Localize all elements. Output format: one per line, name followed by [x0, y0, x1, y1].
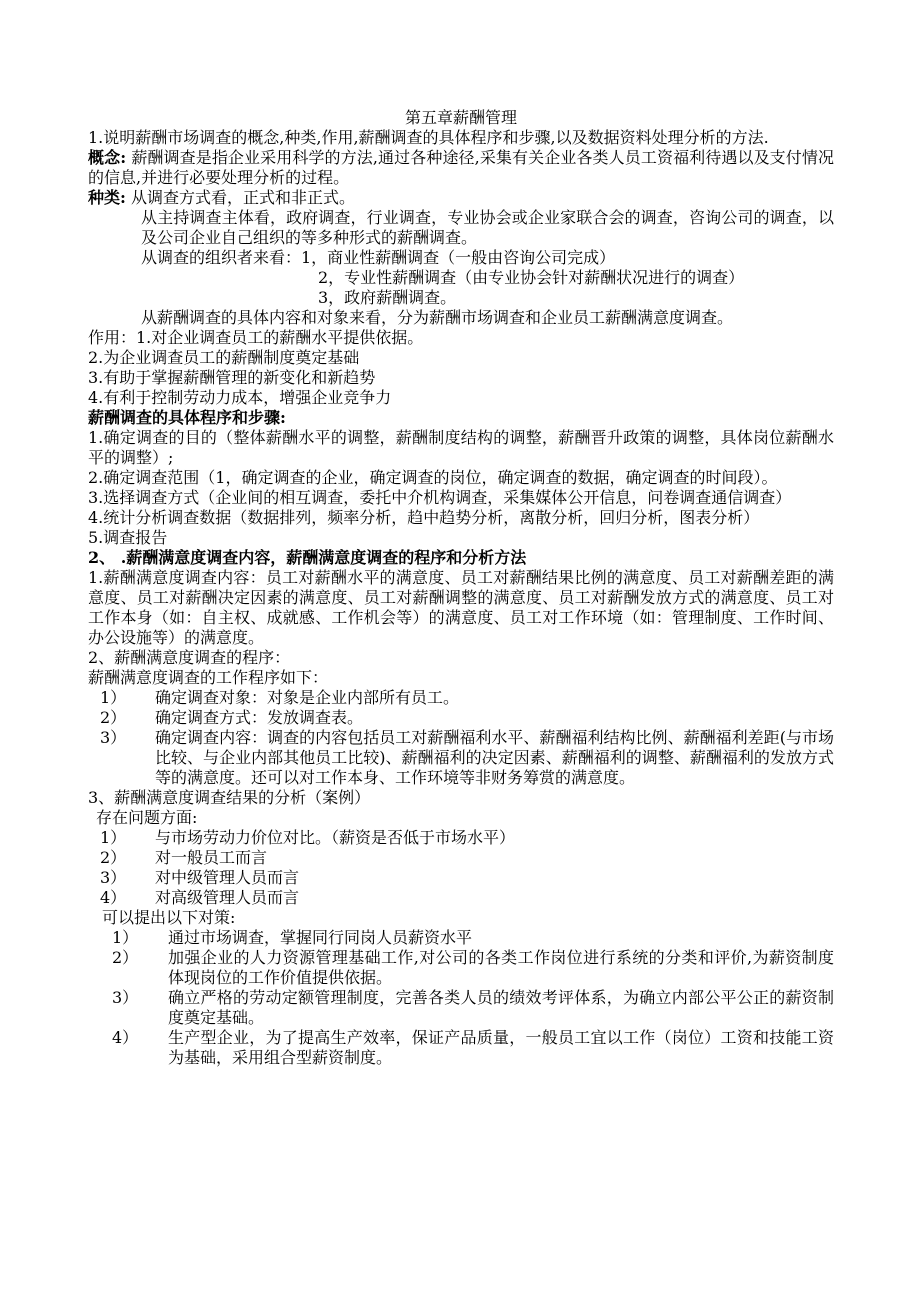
measure-item-number: 2） — [112, 948, 139, 967]
measure-item — [88, 928, 834, 948]
step-5: 5.调查报告 — [88, 528, 168, 547]
procedure-intro: 薪酬满意度调查的工作程序如下： — [88, 668, 329, 687]
page-title: 第五章薪酬管理 — [404, 108, 517, 127]
document-page — [88, 108, 834, 1068]
problem-item-number: 4） — [100, 888, 127, 907]
measure-item-text: 确立严格的劳动定额管理制度，完善各类人员的绩效考评体系，为确立内部公平公正的薪资制度奠定基础。 — [168, 988, 834, 1027]
problem-item — [88, 828, 834, 848]
concept-text: 薪酬调查是指企业采用科学的方法,通过各种途径,采集有关企业各类人员工资福利待遇以及支付情况的信息,并进行必要处理分析的过程。 — [88, 148, 834, 187]
problem-item-text: 对一般员工而言 — [155, 848, 268, 867]
steps-heading: 薪酬调查的具体程序和步骤: — [88, 408, 286, 427]
types-sub1: 从主持调查主体看，政府调查，行业调查，专业协会或企业家联合会的调查，咨询公司的调查，以及公司企业自己组织的等多种形式的薪酬调查。 — [141, 208, 834, 247]
types-sub5: 从薪酬调查的具体内容和对象来看，分为薪酬市场调查和企业员工薪酬满意度调查。 — [141, 308, 734, 327]
types-text: 从调查方式看，正式和非正式。 — [125, 188, 356, 207]
measure-item — [88, 948, 834, 988]
problem-item-number: 1） — [100, 828, 127, 847]
types-sub4: 3，政府薪酬调查。 — [318, 288, 457, 307]
procedure-item — [88, 708, 834, 728]
procedure-item-text: 确定调查方式：发放调查表。 — [155, 708, 364, 727]
problem-item-text: 对高级管理人员而言 — [155, 888, 300, 907]
procedure-item-text: 确定调查对象：对象是企业内部所有员工。 — [155, 688, 460, 707]
use-line-3: 3.有助于掌握薪酬管理的新变化和新趋势 — [88, 368, 376, 387]
procedure-item-number: 3） — [100, 728, 127, 747]
use-line-4: 4.有利于控制劳动力成本，增强企业竞争力 — [88, 388, 392, 407]
problems-intro: 存在问题方面: — [96, 808, 198, 827]
measure-item-number: 3） — [112, 988, 139, 1007]
types-label: 种类: — [88, 188, 126, 207]
problem-item — [88, 888, 834, 908]
procedure-item-number: 1） — [100, 688, 127, 707]
measure-item-number: 4） — [112, 1028, 139, 1047]
use-line-2: 2.为企业调查员工的薪酬制度奠定基础 — [88, 348, 360, 367]
problem-item-number: 2） — [100, 848, 127, 867]
concept-label: 概念: — [88, 148, 127, 167]
step-1: 1.确定调查的目的（整体薪酬水平的调整，薪酬制度结构的调整，薪酬晋升政策的调整，具体岗位薪酬水平的调整）; — [88, 428, 834, 467]
use-line-1: 作用：1.对企业调查员工的薪酬水平提供依据。 — [88, 328, 424, 347]
types-sub2: 从调查的组织者来看：1，商业性薪酬调查（一般由咨询公司完成） — [141, 248, 616, 267]
step-2: 2.确定调查范围（1，确定调查的企业，确定调查的岗位，确定调查的数据，确定调查的时间段）。 — [88, 468, 778, 487]
procedure-item — [88, 728, 834, 788]
procedure-heading: 2、薪酬满意度调查的程序： — [88, 648, 291, 667]
satisfaction-content: 1.薪酬满意度调查内容：员工对薪酬水平的满意度、员工对薪酬结果比例的满意度、员工对薪酬差距的满意度、员工对薪酬决定因素的满意度、员工对薪酬调整的满意度、员工对薪酬发放方式的满意度、员工对工作本身（如：自主权、成就感、工作机会等）的满意度、员工对工作环境（如：管理制度、工作时间、办公设施等）的满意度。 — [88, 568, 834, 647]
procedure-item-number: 2） — [100, 708, 127, 727]
types-line — [88, 188, 834, 208]
problem-item-text: 对中级管理人员而言 — [155, 868, 300, 887]
problem-item-number: 3） — [100, 868, 127, 887]
measure-item-text: 加强企业的人力资源管理基础工作,对公司的各类工作岗位进行系统的分类和评价,为薪资制度体现岗位的工作价值提供依据。 — [168, 948, 834, 987]
measure-item-number: 1） — [112, 928, 139, 947]
measure-item — [88, 1028, 834, 1068]
types-sub3: 2，专业性薪酬调查（由专业协会针对薪酬状况进行的调查） — [318, 268, 745, 287]
q2-heading: 2、 .薪酬满意度调查内容，薪酬满意度调查的程序和分析方法 — [88, 548, 527, 567]
analysis-heading: 3、薪酬满意度调查结果的分析（案例） — [88, 788, 371, 807]
measure-item-text: 通过市场调查，掌握同行同岗人员薪资水平 — [168, 928, 473, 947]
measure-item-text: 生产型企业，为了提高生产效率，保证产品质量，一般员工宜以工作（岗位）工资和技能工资为基础，采用组合型薪资制度。 — [168, 1028, 834, 1067]
procedure-item-text: 确定调查内容：调查的内容包括员工对薪酬福利水平、薪酬福利结构比例、薪酬福利差距(与市场比较、与企业内部其他员工比较)、薪酬福利的决定因素、薪酬福利的调整、薪酬福利的发放方式等的满意度。还可以对工作本身、工作环境等非财务筹赏的满意度。 — [155, 728, 834, 787]
measure-item — [88, 988, 834, 1028]
problem-item — [88, 848, 834, 868]
problem-item — [88, 868, 834, 888]
concept-paragraph — [88, 148, 834, 188]
q1-heading: 1.说明薪酬市场调查的概念,种类,作用,薪酬调查的具体程序和步骤,以及数据资料处理分析的方法. — [88, 128, 769, 147]
step-4: 4.统计分析调查数据（数据排列，频率分析，趋中趋势分析，离散分析，回归分析，图表分析） — [88, 508, 760, 527]
step-3: 3.选择调查方式（企业间的相互调查，委托中介机构调查，采集媒体公开信息，问卷调查通信调查） — [88, 488, 792, 507]
problem-item-text: 与市场劳动力价位对比。（薪资是否低于市场水平） — [155, 828, 516, 847]
procedure-item — [88, 688, 834, 708]
measures-intro: 可以提出以下对策: — [102, 908, 236, 927]
